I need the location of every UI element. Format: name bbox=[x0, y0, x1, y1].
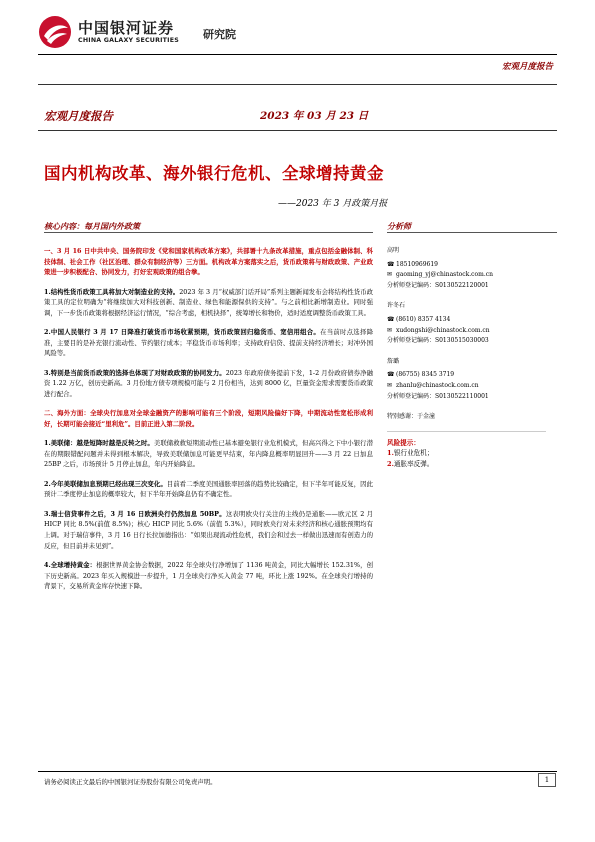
analyst-name: 詹璐 bbox=[387, 357, 400, 365]
left-section-rule bbox=[44, 232, 373, 233]
email-icon: ✉ bbox=[387, 271, 393, 279]
analyst-cert: 分析师登记编码：S0130515030003 bbox=[387, 337, 489, 345]
analyst-email[interactable]: zhanlu@chinastock.com.cn bbox=[396, 381, 479, 389]
paragraph: 二、海外方面：全球央行加息对全球金融资产的影响可能有三个阶段，短期风险偏好下降，中期流动性宽松形成利好，长期可能会接近“里利危”。目前正进入第二阶段。 bbox=[44, 409, 373, 428]
analyst-heading: 分析师 bbox=[387, 221, 411, 231]
galaxy-logo-icon bbox=[38, 15, 72, 49]
page-number: 1 bbox=[538, 773, 556, 787]
logo-english-name: CHINA GALAXY SECURITIES bbox=[78, 37, 179, 44]
footer-divider bbox=[38, 771, 557, 772]
analyst-card bbox=[387, 301, 557, 346]
analyst-cert: 分析师登记编码：S0130522120001 bbox=[387, 281, 489, 289]
sidebar-divider bbox=[387, 431, 546, 432]
institute-label: 研究院 bbox=[203, 28, 236, 41]
risk-heading: 风险提示： bbox=[387, 438, 420, 447]
report-title: 国内机构改革、海外银行危机、全球增持黄金 bbox=[44, 164, 384, 183]
phone-icon: ☎ bbox=[387, 315, 395, 323]
analyst-email[interactable]: xudongshi@chinastock.com.cn bbox=[396, 326, 490, 334]
email-icon: ✉ bbox=[387, 381, 393, 389]
paragraph: 4.全球增持黄金：根据世界黄金协会数据，2022 年全球央行净增加了 1136 吨黄金，同比大幅增长 152.31%，创下历史新高。2023 年买入规模进一步提升，1 月全球央行净买入黄金 77 吨，环比上涨 192%。在全球央行增持的背景下，交易所黄金库存快速下降。 bbox=[44, 561, 373, 591]
analyst-phone: (8610) 8357 4134 bbox=[396, 315, 451, 323]
paragraph: 1.结构性货币政策工具将加大对制造业的支持。2023 年 3 月“权威部门话开局”系列主题新闻发布会将结构性货币政策工具的定位明确为“将继续加大对科技创新、制造业、绿色和能源保供的支持”。与之前相比新增制造业。同时强调，下一步货币政策将根据经济运行情况，“综合考虑，相机抉择”，统筹增长和物价，适时适度调整货币政策工具。 bbox=[44, 287, 373, 317]
band-bottom-rule bbox=[38, 130, 557, 131]
report-body bbox=[44, 246, 373, 601]
band-top-rule bbox=[38, 84, 557, 85]
analyst-card bbox=[387, 357, 557, 402]
contributor-thanks: 特别感谢：于金潼 bbox=[387, 413, 436, 421]
analyst-phone: (86755) 8345 3719 bbox=[396, 371, 455, 379]
analyst-name: 高明 bbox=[387, 247, 400, 254]
analyst-sidebar bbox=[387, 246, 557, 470]
paragraph: 2.今年美联储加息预期已经出现三次变化。目前看二季度美国通胀率回落的趋势比较确定，但下半年可能反复，因此预计二季度停止加息的概率较大，但下半年开始降息仍有不确定性。 bbox=[44, 479, 373, 499]
logo-chinese-name: 中国银河证券 bbox=[78, 19, 175, 37]
analyst-cert: 分析师登记编码：S0130522110001 bbox=[387, 392, 489, 400]
company-logo bbox=[38, 15, 248, 49]
report-subtitle: ——2023 年 3 月政策月报 bbox=[278, 199, 388, 209]
email-icon: ✉ bbox=[387, 326, 393, 334]
analyst-name: 许冬石 bbox=[387, 302, 406, 310]
report-type-label: 宏观月度报告 bbox=[501, 62, 553, 72]
header-divider bbox=[38, 54, 557, 55]
phone-icon: ☎ bbox=[387, 371, 395, 379]
paragraph: 一、3 月 16 日中共中央、国务院印发《党和国家机构改革方案》，共部署十九条改革措施，重点包括金融体制、科技体制、社会工作（社区治理、群众有制经济等）三方面。机构改革方案落实之后，货币政策将与财政政策、产业政策进一步积极配合、协同发力，打好宏观政策的组合拳。 bbox=[44, 247, 373, 277]
risk-item: 1.银行业危机； bbox=[387, 449, 434, 458]
core-content-heading: 核心内容：每月国内外政策 bbox=[44, 221, 140, 231]
analyst-card bbox=[387, 246, 557, 291]
report-date: 2023 年 03 月 23 日 bbox=[260, 110, 369, 122]
disclaimer-note: 请务必阅读正文最后的中国银河证券股份有限公司免责声明。 bbox=[44, 778, 217, 786]
paragraph: 3.特别是当前货币政策的选择也体现了对财政政策的协同发力。2023 年政府债务提前下发，1-2 月份政府债券净融资 1.22 万亿，创历史新高。3 月份地方债专项规模可能与 2 月份相当，达到 8000 亿，巨量资金需求需要货币政策进行配合。 bbox=[44, 368, 374, 398]
phone-icon: ☎ bbox=[387, 260, 395, 268]
right-section-rule bbox=[387, 232, 557, 233]
analyst-phone: 18510969619 bbox=[396, 260, 438, 268]
risk-item: 2.通胀率反弹。 bbox=[387, 459, 434, 468]
paragraph: 3.瑞士信贷事件之后，3 月 16 日欧洲央行仍然加息 50BP。这表明欧央行关注的主线仍是通胀——欧元区 2 月 HICP 同比 8.5%(前值 8.5%)；核心 HICP 同比 5.6%（前值 5.3%），同时欧央行对未来经济和核心通胀预期均有上调。对于瑞信事件，3 月 16 日行长拉加德指出：“如果出现流动性危机，我们会和过去一样做出迅速而有创造力的反应，但目前并未见到”。 bbox=[44, 509, 373, 550]
paragraph: 2.中国人民银行 3 月 17 日降准打破货币市场收紧预期，货币政策回归稳货币、宽信用组合。在当前时点选择降准，主要目的是补充银行流动性、节约银行成本；平稳货币市场利率；支持政府信贷、提前支持经济增长；对冲外国风险等。 bbox=[44, 328, 373, 358]
band-report-type: 宏观月度报告 bbox=[44, 109, 113, 123]
analyst-email[interactable]: gaoming_yj@chinastock.com.cn bbox=[396, 271, 493, 279]
paragraph: 1.美联储：越是短降时越是反转之时。美联储救救短期流动性已基本避免银行业危机模式，但高兴得之下中小银行潜在的期限错配问题并未得到根本解决，导致美联储加息可能更早结束，年内降息概率明显回升——3 月 22 日加息 25BP 之后，市场预计 5 月停止加息，年内开始降息。 bbox=[44, 439, 374, 469]
